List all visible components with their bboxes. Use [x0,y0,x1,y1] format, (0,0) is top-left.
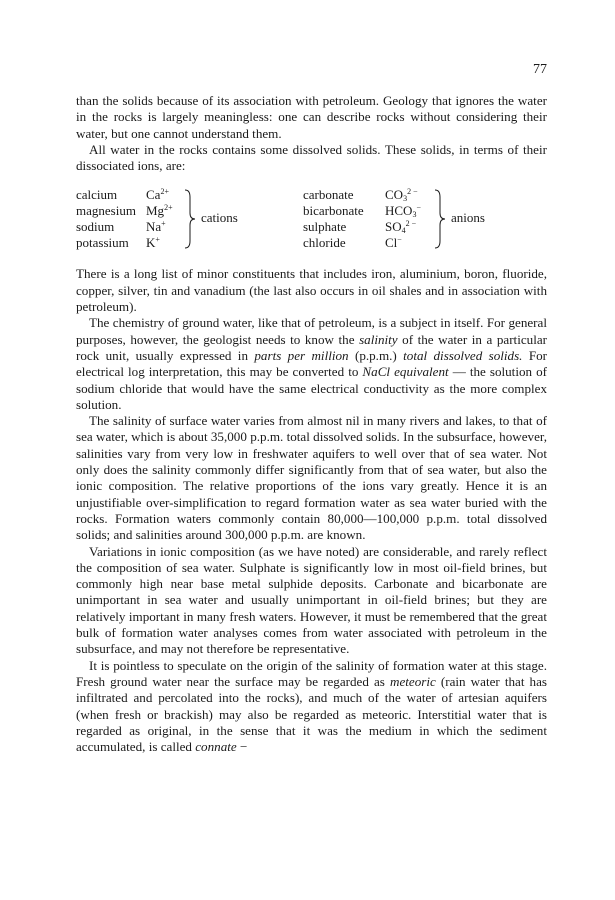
paragraph-6: Variations in ionic composition (as we have noted) are considerable, and rarely reflect the composition of sea water. Sulphate is significantly low in most oil-field brines, but commonly high near base metal sulphide deposits. Carbonate and bicarbonate are unimportant in sea water and usually unimportant in oil-field brines; but they are relatively important in many fresh waters. However, it must be remembered that the great bulk of formation water analyses comes from water associated with petroleum in the subsurface, and may not therefore be representative. [76,543,547,657]
ion-row [303,219,547,235]
ion-formula: K+ [146,234,160,250]
ion-formula: $CO_3^{2 -}$ [385,187,418,204]
ion-formula: Cl− [385,234,402,250]
paragraph-4: The chemistry of ground water, like that of petroleum, is a subject in itself. For general purposes, however, the geologist needs to know the salinity of the water in a particular rock unit, usually expressed in parts per million (p.p.m.) total dissolved solids. For electrical log interpretation, this may be converted to NaCl equivalent — the solution of sodium chloride that would have the same electrical conductivity as the more complex solution. [76,315,548,412]
ion-formula: $SO_4^{2 -}$ [385,218,417,235]
dissolved-ions-table [76,187,547,251]
ion-row [303,187,547,203]
right-brace-icon [184,189,196,249]
right-brace-icon [434,189,446,249]
ion-name: sulphate [303,218,347,234]
ion-name: sodium [76,218,115,234]
ion-name: chloride [303,234,346,250]
ion-name: carbonate [303,187,354,203]
paragraph-1: than the solids because of its association with petroleum. Geology that ignores the water in the rocks is largely meaningless: one can describe rocks without considering their water, but one cannot understand them. [76,93,547,141]
ion-formula: $HCO_3^-$ [385,203,421,220]
ion-name: magnesium [76,203,136,219]
paragraph-3: There is a long list of minor constituents that includes iron, aluminium, boron, fluoride, copper, silver, tin and vanadium (the last also occurs in oil shales and in association with petroleum). [76,266,547,315]
cations-label: cations [201,210,238,226]
ion-formula: $Ca^{2+}$ [146,187,169,203]
page-number: 77 [533,62,547,77]
body-text [76,93,547,755]
ion-row [303,203,547,219]
ion-formula: Na+ [146,218,166,234]
ion-name: bicarbonate [303,203,364,219]
cation-column [76,187,291,250]
anion-column [303,187,547,250]
ion-name: potassium [76,234,129,250]
anions-label: anions [451,210,485,226]
paragraph-5: The salinity of surface water varies from almost nil in many rivers and lakes, to that of sea water, which is about 35,000 p.p.m. total dissolved solids. In the subsurface, however, salinities vary from very low in freshwater aquifers to well over that of sea water. Not only does the salinity commonly differ significantly from that of sea water, but also the ionic composition. The relative proportions of the ions vary greatly. Hence it is an unjustifiable over-simplification to regard formation water as sea water buried with the rocks. Formation waters commonly contain 80,000—100,000 p.p.m. total dissolved solids; and salinities around 300,000 p.p.m. are known. [76,413,547,543]
ion-name: calcium [76,187,118,203]
paragraph-7: It is pointless to speculate on the origin of the salinity of formation water at this stage. Fresh ground water near the surface may be regarded as meteoric (rain water that has infiltrated and percolated into the rocks), and much of the water of artesian aquifers (when fresh or brackish) may also be regarded as meteoric. Interstitial water that is regarded as original, in the sense that it was the medium in which the sediment accumulated, is called connate − [76,657,547,755]
ion-formula: $Mg^{2+}$ [146,203,173,219]
ion-row [303,235,547,251]
paragraph-2: All water in the rocks contains some dissolved solids. These solids, in terms of their dissociated ions, are: [76,141,547,174]
